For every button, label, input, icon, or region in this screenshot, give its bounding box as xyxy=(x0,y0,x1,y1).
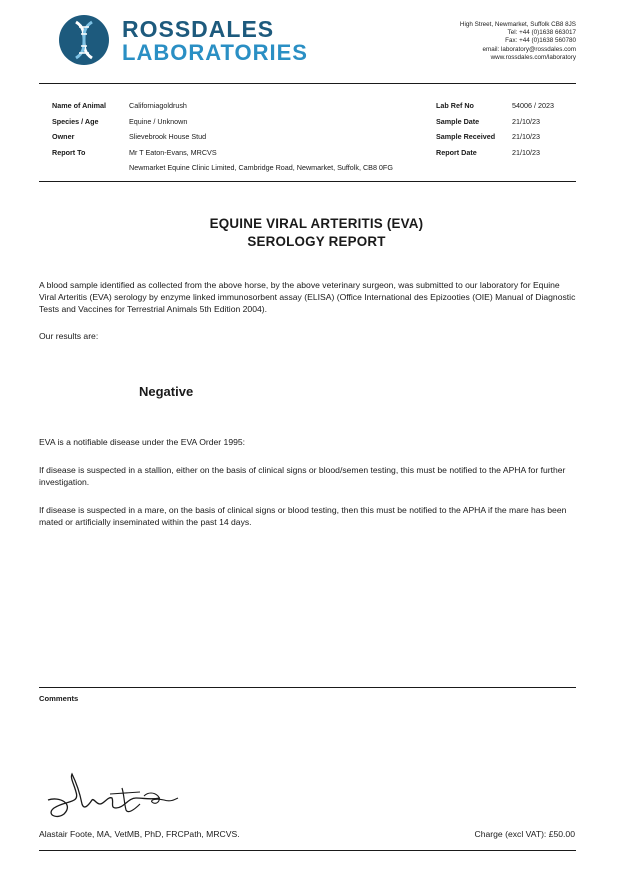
report-to-address: Newmarket Equine Clinic Limited, Cambridge Road, Newmarket, Suffolk, CB8 0FG xyxy=(129,163,393,172)
sample-date-value: 21/10/23 xyxy=(512,117,540,126)
species-age-value: Equine / Unknown xyxy=(129,117,188,126)
report-date-label: Report Date xyxy=(436,148,477,157)
report-date-value: 21/10/23 xyxy=(512,148,540,157)
lab-address xyxy=(460,21,576,62)
brand-subtitle: LABORATORIES xyxy=(122,40,308,65)
stallion-note: If disease is suspected in a stallion, either on the basis of clinical signs or blood/semen testing, this must be notified to the APHA for further investigation. xyxy=(39,465,566,487)
sample-received-label: Sample Received xyxy=(436,132,496,141)
dna-helix-logo-icon xyxy=(58,14,110,66)
test-result: Negative xyxy=(139,384,194,399)
footer-divider xyxy=(39,850,576,851)
header-divider xyxy=(39,83,576,84)
report-subtitle: SEROLOGY REPORT xyxy=(247,234,386,249)
website-line: www.rossdales.com/laboratory xyxy=(490,53,576,61)
report-to-label: Report To xyxy=(52,148,86,157)
comments-label: Comments xyxy=(39,694,79,703)
name-of-animal-value: Californiagoldrush xyxy=(129,101,187,110)
report-to-value: Mr T Eaton-Evans, MRCVS xyxy=(129,148,217,157)
name-of-animal-label: Name of Animal xyxy=(52,101,107,110)
comments-divider xyxy=(39,687,576,688)
lab-ref-label: Lab Ref No xyxy=(436,101,474,110)
fax-line: Fax: +44 (0)1638 560780 xyxy=(505,37,576,45)
report-title: EQUINE VIRAL ARTERITIS (EVA) xyxy=(209,216,424,231)
lab-ref-value: 54006 / 2023 xyxy=(512,101,554,110)
sample-date-label: Sample Date xyxy=(436,117,480,126)
handwritten-signature-icon xyxy=(40,770,180,822)
results-intro: Our results are: xyxy=(39,331,99,341)
owner-label: Owner xyxy=(52,132,75,141)
owner-value: Slievebrook House Stud xyxy=(129,132,207,141)
notifiable-statement: EVA is a notifiable disease under the EVA Order 1995: xyxy=(39,437,246,447)
brand-name: ROSSDALES xyxy=(122,16,275,42)
phone-line: Tel: +44 (0)1638 663017 xyxy=(507,29,576,37)
sample-received-value: 21/10/23 xyxy=(512,132,540,141)
mare-note: If disease is suspected in a mare, on the basis of clinical signs or blood testing, then this must be notified to the APHA if the mare has been mated or artificially inseminated within the past 14 days. xyxy=(39,505,567,527)
signatory-name: Alastair Foote, MA, VetMB, PhD, FRCPath, MRCVS. xyxy=(39,829,240,839)
species-age-label: Species / Age xyxy=(52,117,99,126)
email-line: email: laboratory@rossdales.com xyxy=(482,45,576,53)
details-divider xyxy=(39,181,576,182)
charge-amount: Charge (excl VAT): £50.00 xyxy=(474,829,575,839)
intro-paragraph: A blood sample identified as collected from the above horse, by the above veterinary surgeon, was submitted to our laboratory for Equine Viral Arteritis (EVA) serology by enzyme linked immunosorbent assay (ELISA) (Office International des Epizooties (OIE) Manual of Diagnostic Tests and Vaccines for Terrestrial Animals 5th Edition 2004). xyxy=(39,280,576,314)
address-line: High Street, Newmarket, Suffolk CB8 8JS xyxy=(459,21,576,28)
